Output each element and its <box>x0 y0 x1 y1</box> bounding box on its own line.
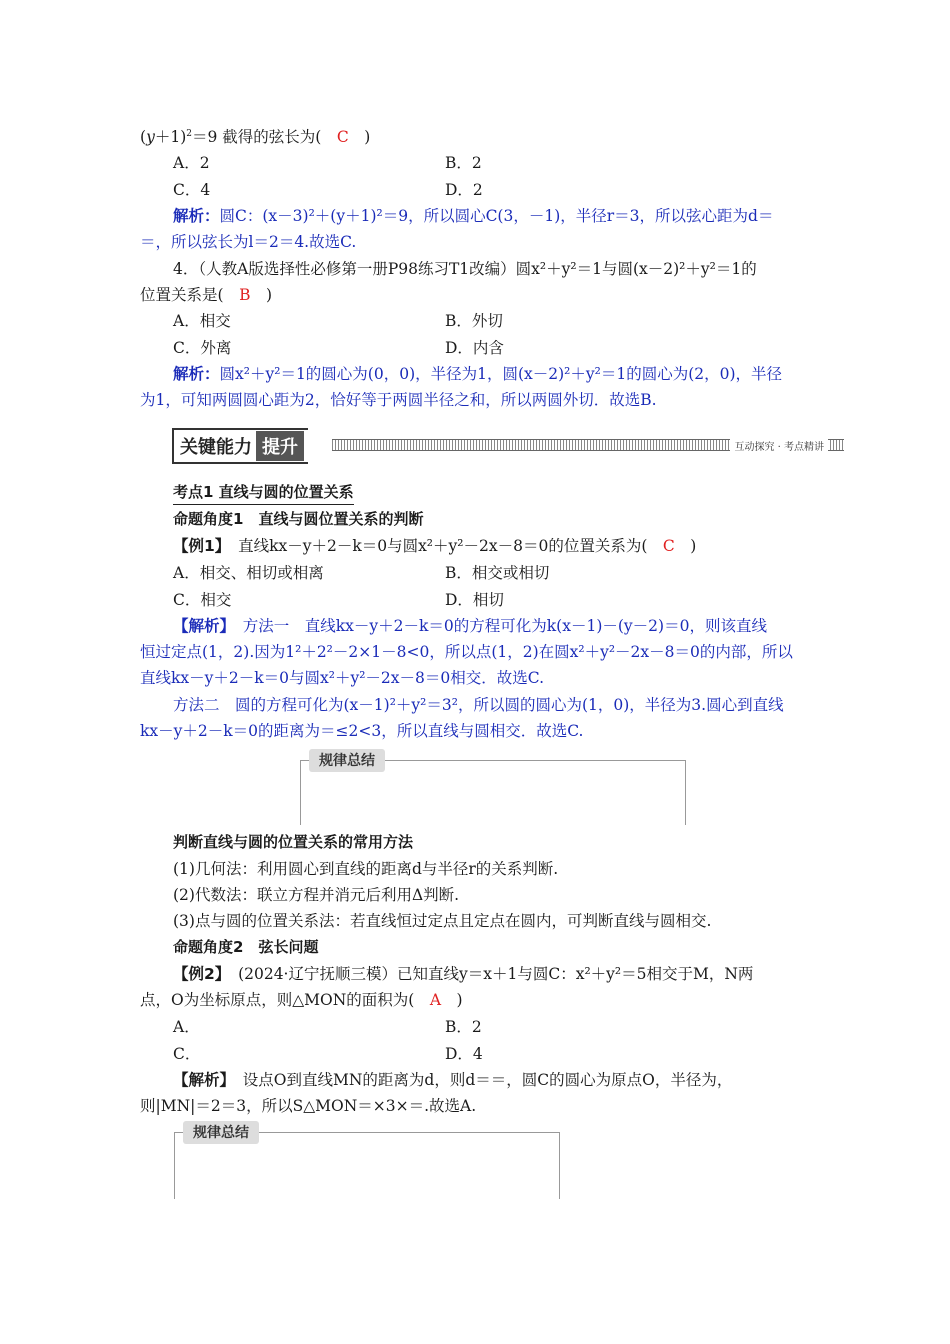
summary-item-3: (3)点与圆的位置关系法：若直线恒过定点且定点在圆内，可判断直线与圆相交. <box>173 912 712 930</box>
summary-box-2 <box>174 1125 560 1199</box>
angle-2-title: 命题角度2 弦长问题 <box>173 938 319 956</box>
example-2-stem-line-2: 点，O为坐标原点，则△MON的面积为( A ) <box>140 991 463 1009</box>
example-1-analysis-line-3: 直线kx－y＋2－k＝0与圆x²＋y²－2x－8＝0相交．故选C. <box>140 669 544 687</box>
banner-title-highlight: 提升 <box>256 431 304 461</box>
summary-box-2-tab: 规律总结 <box>183 1121 259 1144</box>
example-1-option-a: A．相交、相切或相离 <box>173 564 324 582</box>
example-1-option-c: C．相交 <box>173 591 232 609</box>
q4-analysis-line-1: 解析：圆x²＋y²＝1的圆心为(0，0)，半径为1，圆(x－2)²＋y²＝1的圆心为(2，0)，半径 <box>173 365 783 383</box>
example-1-stem: 【例1】 直线kx－y＋2－k＝0与圆x²＋y²－2x－8＝0的位置关系为( C ) <box>173 537 697 555</box>
q3-answer: C <box>336 128 349 146</box>
summary-box-1 <box>300 753 686 825</box>
q4-option-d: D．内含 <box>445 339 504 357</box>
summary-box-1-tab: 规律总结 <box>309 749 385 772</box>
example-2-analysis-line-1: 【解析】 设点O到直线MN的距离为d，则d＝＝，圆C的圆心为原点O，半径为， <box>173 1071 733 1089</box>
example-2-option-d: D．4 <box>445 1045 483 1063</box>
section-banner <box>172 428 844 462</box>
example-1-analysis-line-5: kx－y＋2－k＝0的距离为＝≤2<3，所以直线与圆相交．故选C. <box>140 722 584 740</box>
example-2-option-c: C． <box>173 1045 201 1063</box>
q4-option-b: B．外切 <box>445 312 503 330</box>
banner-title <box>172 428 308 464</box>
q3-analysis-line-1: 解析：圆C：(x－3)²＋(y＋1)²＝9，所以圆心C(3，－1)，半径r＝3，所以弦心距为d＝ <box>173 207 774 225</box>
example-1-analysis-line-4: 方法二 圆的方程可化为(x－1)²＋y²＝3²，所以圆的圆心为(1，0)，半径为3.圆心到直线 <box>173 696 784 714</box>
summary-item-2: (2)代数法：联立方程并消元后利用Δ判断. <box>173 886 460 904</box>
example-2-option-a: A． <box>173 1018 200 1036</box>
example-1-option-d: D．相切 <box>445 591 504 609</box>
q4-stem-line-2: 位置关系是( B ) <box>140 286 273 304</box>
q4-answer: B <box>239 286 251 304</box>
q4-stem-line-1: 4．（人教A版选择性必修第一册P98练习T1改编）圆x²＋y²＝1与圆(x－2)²＋y²＝1的 <box>173 260 757 278</box>
topic-1-title: 考点1 直线与圆的位置关系 <box>173 480 354 505</box>
angle-1-title: 命题角度1 直线与圆位置关系的判断 <box>173 510 424 528</box>
example-2-analysis-line-2: 则|MN|＝2＝3，所以S△MON＝×3×＝.故选A. <box>140 1097 477 1115</box>
summary-item-1: (1)几何法：利用圆心到直线的距离d与半径r的关系判断. <box>173 860 559 878</box>
example-1-analysis-line-1: 【解析】 方法一 直线kx－y＋2－k＝0的方程可化为k(x－1)－(y－2)＝0，则该直线 <box>173 617 767 635</box>
banner-subtitle: 互动探究 · 考点精讲 <box>730 438 828 453</box>
banner-title-text: 关键能力 <box>180 437 252 458</box>
example-2-stem-line-1: 【例2】 (2024·辽宁抚顺三模）已知直线y＝x＋1与圆C：x²＋y²＝5相交于M，N两 <box>173 965 754 983</box>
q3-analysis-line-2: ＝，所以弦长为l＝2＝4.故选C. <box>140 233 357 251</box>
summary-title: 判断直线与圆的位置关系的常用方法 <box>173 833 414 851</box>
q3-option-a: A．2 <box>173 154 210 172</box>
q4-option-c: C．外离 <box>173 339 232 357</box>
example-2-answer: A <box>429 991 442 1009</box>
q3-option-b: B．2 <box>445 154 482 172</box>
example-1-analysis-line-2: 恒过定点(1，2).因为1²＋2²－2×1－8<0，所以点(1，2)在圆x²＋y²－2x－8＝0的内部，所以 <box>140 643 793 661</box>
example-2-option-b: B．2 <box>445 1018 482 1036</box>
q3-stem-tail: $(y+1)^2=9$ 截得的弦长为( C ) <box>140 128 371 146</box>
q4-option-a: A．相交 <box>173 312 231 330</box>
q3-option-d: D．2 <box>445 181 483 199</box>
example-1-answer: C <box>662 537 675 555</box>
q3-option-c: C．4 <box>173 181 211 199</box>
example-1-option-b: B．相交或相切 <box>445 564 550 582</box>
q4-analysis-line-2: 为1，可知两圆圆心距为2，恰好等于两圆半径之和，所以两圆外切．故选B. <box>140 391 657 409</box>
